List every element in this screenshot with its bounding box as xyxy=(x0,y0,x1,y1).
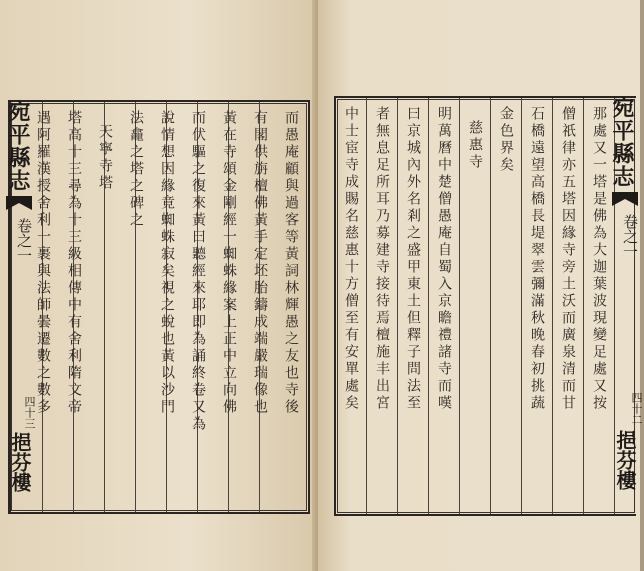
left-column-2: 有閣供旃檀佛黃手定坯胎鑄成端嚴瑞像也 xyxy=(252,110,268,416)
left-edge-page-number: 四十三 xyxy=(23,396,36,429)
left-page xyxy=(0,0,316,571)
left-text-frame xyxy=(8,100,310,514)
right-edge-volume: 卷之一 xyxy=(621,214,639,259)
right-edge-book-title: 宛平縣志 xyxy=(609,96,635,188)
right-page xyxy=(318,0,643,571)
fish-tail-mark-icon xyxy=(612,192,638,206)
right-column-7: 曰京城內外名剎之盛甲東土但釋子問法至 xyxy=(405,106,421,412)
right-column-5-heading: 慈惠寺 xyxy=(467,120,483,171)
left-edge-book-title: 宛平縣志 xyxy=(5,100,31,192)
left-column-9: 遇阿羅漢授舍利一裹與法師曇遷數之數多 xyxy=(35,110,51,416)
left-column-3: 黃在寺頌金剛經一蜘蛛緣案上正中立向佛 xyxy=(221,110,237,416)
right-column-3: 石橋遠望高橋長堤翠雲彌滿秋晚春初挑蔬 xyxy=(529,106,545,412)
right-column-1: 那處又一塔是佛為大迦葉波現變足處又按 xyxy=(591,106,607,412)
fish-tail-mark-icon xyxy=(6,196,32,210)
left-column-7-heading: 天寧寺塔 xyxy=(97,124,113,192)
right-edge-page-number: 四十二 xyxy=(630,392,643,425)
right-text-frame xyxy=(334,96,636,516)
right-column-4: 金色界矣 xyxy=(498,106,514,174)
left-column-6: 法龕之塔之碑之 xyxy=(128,110,144,229)
left-column-8: 塔高十三尋為十三級相傳中有舍利隋文帝 xyxy=(66,110,82,416)
left-edge-volume: 卷之一 xyxy=(15,218,33,263)
right-column-9: 中士宦寺成賜名慈惠十方僧至有安單處矣 xyxy=(343,106,359,412)
left-column-1: 而愚庵顧與過客等黃詞林輝愚之友也寺後 xyxy=(283,110,299,416)
right-edge-studio-name: 挹芬樓 xyxy=(613,430,637,490)
left-edge-studio-name: 挹芬樓 xyxy=(8,432,32,492)
left-column-5: 說情想因緣竟蜘蛛寂矣視之蛻也黃以沙門 xyxy=(159,110,175,416)
right-column-8: 者無息足所耳乃募建寺接待焉檀施丰出宮 xyxy=(374,106,390,412)
right-column-2: 僧祇律亦五塔因緣寺旁土沃而廣泉清而甘 xyxy=(560,106,576,412)
right-column-6: 明萬曆中楚僧愚庵自蜀入京瞻禮諸寺而嘆 xyxy=(436,106,452,412)
left-column-4: 而伏驅之復來黃曰聽經來耶即為誦終卷又為 xyxy=(190,110,206,433)
